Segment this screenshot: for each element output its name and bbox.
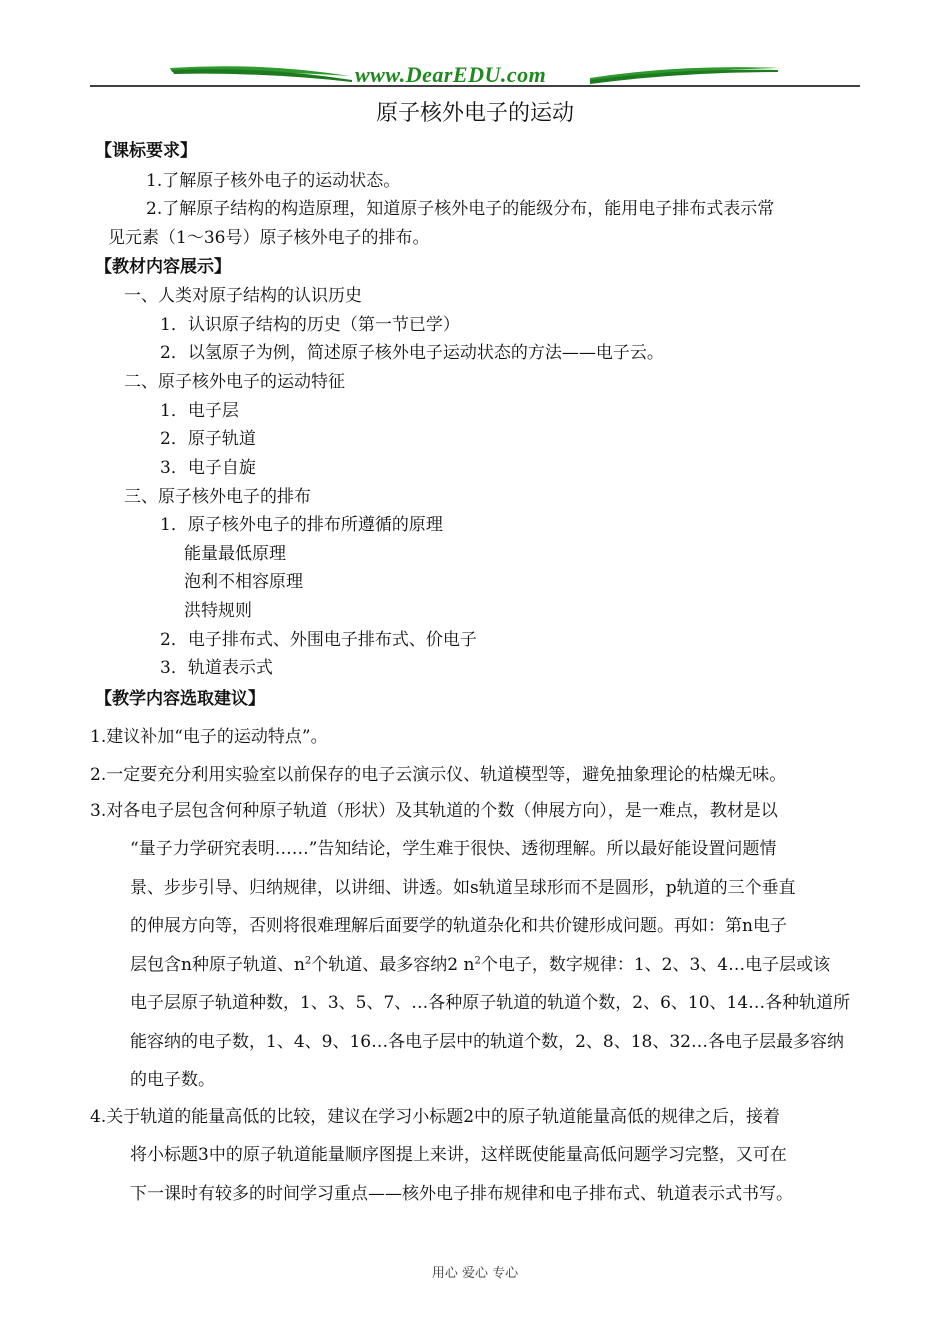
requirement-item: 1.了解原子核外电子的运动状态。 [146, 171, 401, 191]
outline-subitem: 泡利不相容原理 [184, 572, 303, 592]
suggestion-item: 3.对各电子层包含何种原子轨道（形状）及其轨道的个数（伸展方向），是一难点，教材是以 [90, 801, 778, 821]
superscript: 2 [304, 955, 312, 967]
suggestion-line: “量子力学研究表明……”告知结论，学生难于很快、透彻理解。所以最好能设置问题情 [130, 839, 777, 859]
suggestion-item: 1.建议补加“电子的运动特点”。 [90, 727, 328, 747]
page-title: 原子核外电子的运动 [375, 101, 574, 126]
suggestion-line [130, 950, 830, 975]
outline-item: 3．轨道表示式 [160, 658, 273, 678]
page-footer: 用心 爱心 专心 [431, 1266, 519, 1281]
text-fragment: 个轨道、最多容纳2 n [311, 955, 475, 975]
text-fragment: 个电子，数字规律：1、2、3、4…电子层或该 [480, 955, 831, 975]
outline-part: 一、人类对原子结构的认识历史 [124, 286, 362, 306]
outline-part: 二、原子核外电子的运动特征 [124, 372, 345, 392]
requirement-item: 2.了解原子结构的构造原理，知道原子核外电子的能级分布，能用电子排布式表示常 [146, 199, 775, 219]
outline-item: 2．电子排布式、外围电子排布式、价电子 [160, 630, 477, 650]
section-heading-requirements: 【课标要求】 [95, 141, 197, 161]
requirement-item-continued: 见元素（1～36号）原子核外电子的排布。 [108, 228, 430, 248]
suggestion-line: 的伸展方向等，否则将很难理解后面要学的轨道杂化和共价键形成问题。再如：第n电子 [130, 916, 787, 936]
suggestion-line: 下一课时有较多的时间学习重点——核外电子排布规律和电子排布式、轨道表示式书写。 [130, 1184, 793, 1204]
outline-item: 2．以氢原子为例，简述原子核外电子运动状态的方法——电子云。 [160, 343, 664, 363]
page-header [90, 58, 860, 90]
outline-part: 三、原子核外电子的排布 [124, 487, 311, 507]
suggestion-item: 4.关于轨道的能量高低的比较，建议在学习小标题2中的原子轨道能量高低的规律之后，接着 [90, 1107, 781, 1127]
suggestion-line: 电子层原子轨道种数，1、3、5、7、…各种原子轨道的轨道个数，2、6、10、14…各种轨道所 [130, 993, 851, 1013]
section-heading-suggestions: 【教学内容选取建议】 [95, 689, 265, 709]
outline-item: 1．电子层 [160, 401, 239, 421]
suggestion-line: 将小标题3中的原子轨道能量顺序图提上来讲，这样既使能量高低问题学习完整，又可在 [130, 1145, 787, 1165]
outline-subitem: 洪特规则 [184, 601, 252, 621]
superscript: 2 [474, 955, 481, 967]
suggestion-line: 的电子数。 [130, 1070, 215, 1090]
text-fragment: 层包含n种原子轨道、n [130, 955, 305, 975]
suggestion-line: 能容纳的电子数，1、4、9、16…各电子层中的轨道个数，2、8、18、32…各电子层最多容纳 [130, 1032, 844, 1052]
outline-item: 1．认识原子结构的历史（第一节已学） [160, 315, 460, 335]
suggestion-line: 景、步步引导、归纳规律，以讲细、讲透。如s轨道呈球形而不是圆形，p轨道的三个垂直 [130, 878, 796, 898]
outline-subitem: 能量最低原理 [184, 544, 286, 564]
outline-item: 1．原子核外电子的排布所遵循的原理 [160, 515, 443, 535]
suggestion-item: 2.一定要充分利用实验室以前保存的电子云演示仪、轨道模型等，避免抽象理论的枯燥无味。 [90, 765, 787, 785]
section-heading-content: 【教材内容展示】 [95, 257, 231, 277]
site-logo[interactable]: www.DearEDU.com [355, 62, 547, 87]
outline-item: 2．原子轨道 [160, 429, 256, 449]
outline-item: 3．电子自旋 [160, 458, 256, 478]
